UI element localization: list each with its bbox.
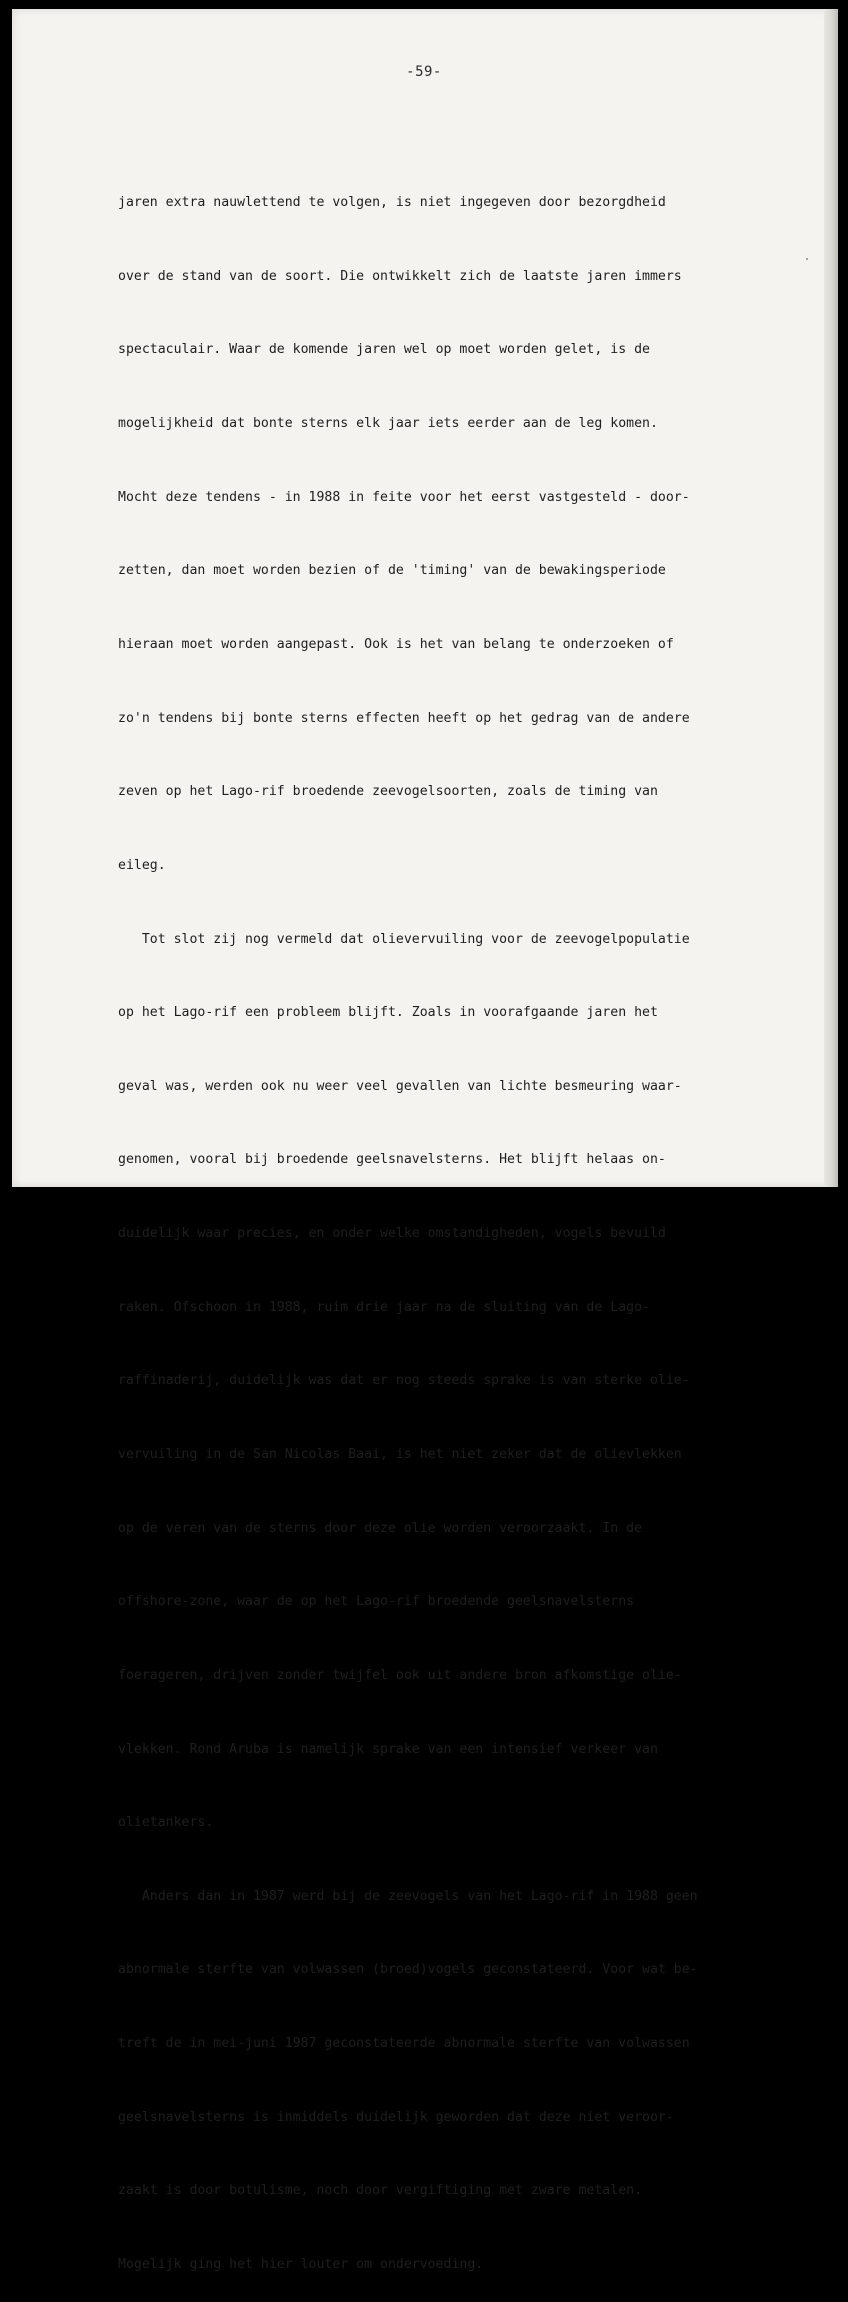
text-line: zeven op het Lago-rif broedende zeevogelsoorten, zoals de timing van [118,784,658,800]
text-line: geval was, werden ook nu weer veel gevallen van lichte besmeuring waar- [118,1078,682,1094]
text-line: jaren extra nauwlettend te volgen, is niet ingegeven door bezorgdheid [118,195,666,211]
text-line: Mocht deze tendens - in 1988 in feite voor het eerst vastgesteld - door- [118,489,690,505]
body-text [118,142,758,2302]
text-line: op het Lago-rif een probleem blijft. Zoals in voorafgaande jaren het [118,1005,658,1021]
text-line: raffinaderij, duidelijk was dat er nog steeds sprake is van sterke olie- [118,1373,690,1389]
text-line: over de stand van de soort. Die ontwikkelt zich de laatste jaren immers [118,268,682,284]
text-line: zaakt is door botulisme, noch door vergiftiging met zware metalen. [118,2183,643,2199]
text-line: geelsnavelsterns is inmiddels duidelijk geworden dat deze niet veroor- [118,2109,674,2125]
text-line: Mogelijk ging het hier louter om ondervoeding. [118,2257,484,2273]
text-line: genomen, vooral bij broedende geelsnavelsterns. Het blijft helaas on- [118,1152,666,1168]
text-line: olietankers. [118,1815,214,1831]
text-line: vlekken. Rond Aruba is namelijk sprake van een intensief verkeer van [118,1741,658,1757]
text-line: offshore-zone, waar de op het Lago-rif broedende geelsnavelsterns [118,1594,635,1610]
text-line: op de veren van de sterns door deze olie worden veroorzaakt. In de [118,1520,643,1536]
text-line: Tot slot zij nog vermeld dat olievervuiling voor de zeevogelpopulatie [118,931,690,947]
text-line: eileg. [118,857,166,873]
text-line: zetten, dan moet worden bezien of de 'timing' van de bewakingsperiode [118,563,666,579]
text-line: duidelijk waar precies, en onder welke omstandigheden, vogels bevuild [118,1226,666,1242]
page-number: -59- [406,64,442,80]
page-edge [824,9,838,1187]
text-line: spectaculair. Waar de komende jaren wel op moet worden gelet, is de [118,342,650,358]
text-line: Anders dan in 1987 werd bij de zeevogels van het Lago-rif in 1988 geen [118,1888,698,1904]
dust-speck [806,258,808,260]
text-line: treft de in mei-juni 1987 geconstateerde abnormale sterfte van volwassen [118,2036,690,2052]
text-line: hieraan moet worden aangepast. Ook is het van belang te onderzoeken of [118,636,674,652]
text-line: mogelijkheid dat bonte sterns elk jaar iets eerder aan de leg komen. [118,416,658,432]
text-line: abnormale sterfte van volwassen (broed)vogels geconstateerd. Voor wat be- [118,1962,698,1978]
text-line: foerageren, drijven zonder twijfel ook uit andere bron afkomstige olie- [118,1667,682,1683]
text-line: vervuiling in de San Nicolas Baai, is het niet zeker dat de olievlekken [118,1446,682,1462]
text-line: zo'n tendens bij bonte sterns effecten heeft op het gedrag van de andere [118,710,690,726]
text-line: raken. Ofschoon in 1988, ruim drie jaar na de sluiting van de Lago- [118,1299,650,1315]
